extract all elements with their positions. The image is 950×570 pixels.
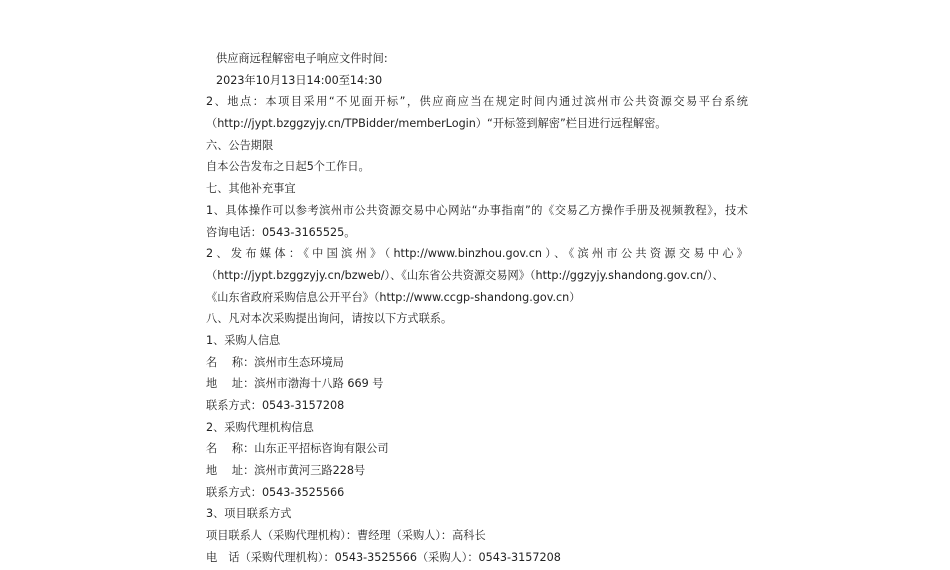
agency-phone: 联系方式：0543-3525566 [206,485,345,499]
purchaser-address: 地 址：滨州市渤海十八路 669 号 [206,377,384,391]
operation-guide-line-1: 1、具体操作可以参考滨州市公共资源交易中心网站“办事指南”的《交易乙方操作手册及视频教程》，技术 [206,203,748,217]
project-contact-heading: 3、项目联系方式 [206,507,292,521]
operation-guide-line-2: 咨询电话：0543-3165525。 [206,225,356,239]
publish-media-line-3: 《山东省政府采购信息公开平台》（http://www.ccgp-shandong.gov.cn） [206,290,581,304]
purchaser-name: 名 称：滨州市生态环境局 [206,355,344,369]
purchaser-info-heading: 1、采购人信息 [206,333,281,347]
location-paragraph-line-2: （http://jypt.bzggzyjy.cn/TPBidder/memberLogin）“开标签到解密”栏目进行远程解密。 [206,117,667,131]
remote-decrypt-time-value: 2023年10月13日14:00至14:30 [216,73,383,87]
purchaser-phone: 联系方式：0543-3157208 [206,399,345,412]
section-heading-announcement-period: 六、公告期限 [206,138,274,152]
section-heading-other-matters: 七、其他补充事宜 [206,182,296,196]
agency-address: 地 址：滨州市黄河三路228号 [206,464,366,478]
announcement-period-text: 自本公告发布之日起5个工作日。 [206,160,370,174]
project-contact-persons: 项目联系人（采购代理机构）：曹经理（采购人）：高科长 [206,529,486,543]
location-paragraph-line-1: 2、地点：本项目采用“不见面开标”，供应商应当在规定时间内通过滨州市公共资源交易平台系统 [206,95,748,109]
publish-media-line-2: （http://jypt.bzggzyjy.cn/bzweb/）、《山东省公共资源交易网》（http://ggzyjy.shandong.gov.cn/）、 [206,268,724,282]
project-contact-phones: 电 话（采购代理机构）：0543-3525566（采购人）：0543-3157208 [206,550,561,564]
publish-media-line-1: 2、发布媒体：《中国滨州》（http://www.binzhou.gov.cn）、《滨州市公共资源交易中心》 [206,247,748,261]
remote-decrypt-time-label: 供应商远程解密电子响应文件时间: [216,52,388,65]
section-heading-contact: 八、凡对本次采购提出询问，请按以下方式联系。 [206,312,453,326]
announcement-document [206,48,748,569]
agency-name: 名 称：山东正平招标咨询有限公司 [206,442,389,456]
agency-info-heading: 2、采购代理机构信息 [206,420,314,434]
